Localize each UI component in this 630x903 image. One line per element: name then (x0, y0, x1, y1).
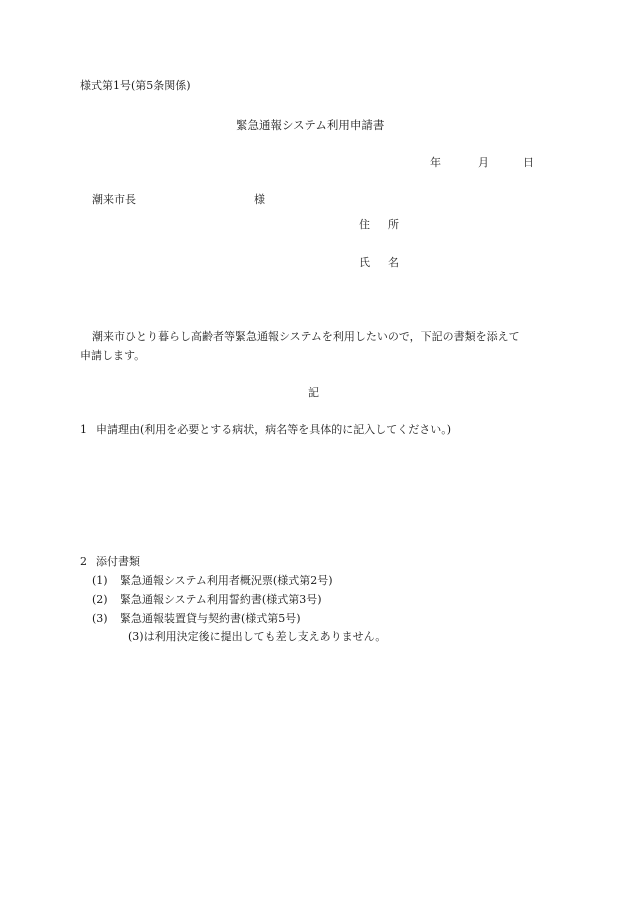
date-year-label: 年 (430, 156, 441, 169)
form-number: 様式第1号(第5条関係) (80, 79, 191, 92)
honorific: 様 (254, 193, 265, 206)
attachment-number: (2) (92, 593, 108, 606)
address-label-second: 所 (388, 218, 399, 231)
date-day-label: 日 (523, 156, 534, 169)
addressee: 潮来市長 (92, 193, 136, 206)
attachment-note: (3)は利用決定後に提出しても差し支えありません。 (128, 630, 387, 643)
attachment-text: 緊急通報装置貸与契約書(様式第5号) (120, 612, 301, 625)
document-title: 緊急通報システム利用申請書 (236, 118, 385, 132)
item-1-text: 申請理由(利用を必要とする病状，病名等を具体的に記入してください。) (96, 423, 452, 436)
ki-heading: 記 (308, 386, 319, 399)
item-2-attachments (80, 556, 140, 567)
item-2-text: 添付書類 (96, 555, 140, 568)
attachment-number: (3) (92, 612, 108, 625)
name-label-second: 名 (388, 256, 399, 269)
name-label (359, 257, 399, 268)
item-2-number: 2 (80, 555, 87, 568)
name-label-first: 氏 (359, 256, 370, 269)
attachment-text: 緊急通報システム利用者概況票(様式第2号) (120, 574, 333, 587)
attachment-item (92, 594, 321, 605)
date-month-label: 月 (478, 156, 489, 169)
address-label-first: 住 (359, 218, 370, 231)
body-text-line-2: 申請します。 (80, 349, 146, 362)
attachment-number: (1) (92, 574, 108, 587)
attachment-text: 緊急通報システム利用誓約書(様式第3号) (120, 593, 322, 606)
body-text-line-1: 潮来市ひとり暮らし高齢者等緊急通報システムを利用したいので，下記の書類を添えて (92, 330, 520, 343)
item-1-number: 1 (80, 423, 87, 436)
attachment-item (92, 613, 301, 624)
address-label (359, 219, 399, 230)
attachment-item (92, 575, 332, 586)
item-1-reason (80, 424, 451, 435)
